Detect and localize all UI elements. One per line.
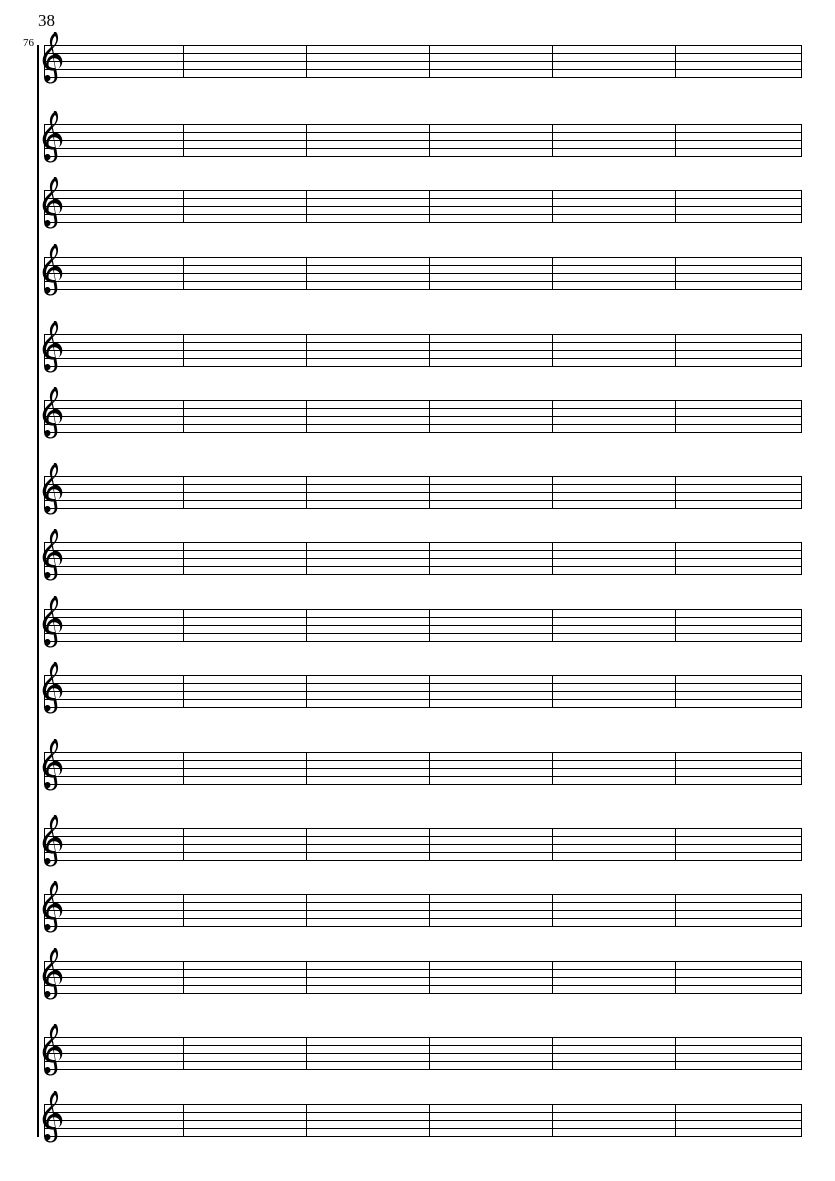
barline[interactable] — [675, 609, 676, 642]
barline[interactable] — [306, 542, 307, 575]
barline[interactable] — [183, 257, 184, 290]
staff-start-barline — [44, 124, 45, 157]
staff-line — [44, 198, 802, 199]
barline[interactable] — [183, 1104, 184, 1137]
staff-line — [44, 633, 802, 634]
staff-start-barline — [44, 828, 45, 861]
staff-line — [44, 350, 802, 351]
staff-start-barline — [44, 476, 45, 509]
staff-line — [44, 699, 802, 700]
barline[interactable] — [675, 190, 676, 223]
barline[interactable] — [183, 961, 184, 994]
staff-line — [44, 476, 802, 477]
barline[interactable] — [183, 752, 184, 785]
staff-system[interactable] — [0, 334, 835, 374]
barline[interactable] — [183, 828, 184, 861]
barline[interactable] — [675, 1037, 676, 1070]
barline[interactable] — [552, 476, 553, 509]
staff-line — [44, 1037, 802, 1038]
staff-line — [44, 1136, 802, 1137]
staff-start-barline — [44, 894, 45, 927]
staff-system[interactable] — [0, 400, 835, 440]
staff-line — [44, 273, 802, 274]
final-barline[interactable] — [801, 828, 802, 861]
barline[interactable] — [552, 400, 553, 433]
barline[interactable] — [183, 542, 184, 575]
staff-system[interactable] — [0, 828, 835, 868]
staff-line — [44, 69, 802, 70]
final-barline[interactable] — [801, 45, 802, 78]
barline[interactable] — [306, 45, 307, 78]
staff-line — [44, 574, 802, 575]
staff-system[interactable] — [0, 190, 835, 230]
final-barline[interactable] — [801, 476, 802, 509]
staff-line — [44, 53, 802, 54]
barline[interactable] — [429, 894, 430, 927]
barline[interactable] — [675, 752, 676, 785]
staff-start-barline — [44, 257, 45, 290]
staff-start-barline — [44, 400, 45, 433]
barline[interactable] — [552, 334, 553, 367]
final-barline[interactable] — [801, 400, 802, 433]
staff-system[interactable] — [0, 542, 835, 582]
barline[interactable] — [675, 1104, 676, 1137]
staff-line — [44, 140, 802, 141]
final-barline[interactable] — [801, 961, 802, 994]
page-number: 38 — [38, 11, 55, 30]
final-barline[interactable] — [801, 124, 802, 157]
barline[interactable] — [429, 476, 430, 509]
barline[interactable] — [183, 190, 184, 223]
staff[interactable] — [44, 609, 802, 641]
staff-line — [44, 707, 802, 708]
staff-start-barline — [44, 675, 45, 708]
staff-line — [44, 894, 802, 895]
final-barline[interactable] — [801, 752, 802, 785]
staff-system[interactable] — [0, 1037, 835, 1077]
staff-line — [44, 156, 802, 157]
barline[interactable] — [306, 609, 307, 642]
barline[interactable] — [552, 45, 553, 78]
staff[interactable] — [44, 334, 802, 366]
barline[interactable] — [429, 961, 430, 994]
staff-line — [44, 760, 802, 761]
staff[interactable] — [44, 476, 802, 508]
staff-line — [44, 358, 802, 359]
barline[interactable] — [429, 752, 430, 785]
measure-number: 76 — [23, 37, 34, 49]
staff-line — [44, 910, 802, 911]
barline[interactable] — [429, 542, 430, 575]
staff[interactable] — [44, 894, 802, 926]
barline[interactable] — [183, 894, 184, 927]
final-barline[interactable] — [801, 334, 802, 367]
staff-line — [44, 1120, 802, 1121]
final-barline[interactable] — [801, 257, 802, 290]
staff-line — [44, 993, 802, 994]
barline[interactable] — [306, 1104, 307, 1137]
staff-line — [44, 132, 802, 133]
final-barline[interactable] — [801, 1104, 802, 1137]
barline[interactable] — [675, 961, 676, 994]
barline[interactable] — [552, 609, 553, 642]
staff-line — [44, 206, 802, 207]
staff-system[interactable] — [0, 894, 835, 934]
staff-line — [44, 492, 802, 493]
barline[interactable] — [306, 400, 307, 433]
staff-line — [44, 257, 802, 258]
barline[interactable] — [675, 257, 676, 290]
staff-line — [44, 1104, 802, 1105]
final-barline[interactable] — [801, 609, 802, 642]
staff-line — [44, 124, 802, 125]
staff-line — [44, 281, 802, 282]
barline[interactable] — [675, 828, 676, 861]
staff-start-barline — [44, 1037, 45, 1070]
staff-line — [44, 400, 802, 401]
barline[interactable] — [429, 334, 430, 367]
barline[interactable] — [552, 961, 553, 994]
staff-system[interactable] — [0, 609, 835, 649]
staff[interactable] — [44, 752, 802, 784]
staff-line — [44, 334, 802, 335]
staff-system[interactable] — [0, 45, 835, 85]
barline[interactable] — [552, 124, 553, 157]
barline[interactable] — [552, 1104, 553, 1137]
barline[interactable] — [306, 675, 307, 708]
staff-line — [44, 784, 802, 785]
staff-line — [44, 424, 802, 425]
staff[interactable] — [44, 257, 802, 289]
staff-line — [44, 860, 802, 861]
staff-start-barline — [44, 190, 45, 223]
staff[interactable] — [44, 1104, 802, 1136]
barline[interactable] — [552, 1037, 553, 1070]
barline[interactable] — [306, 961, 307, 994]
staff-line — [44, 416, 802, 417]
staff-line — [44, 977, 802, 978]
staff-line — [44, 609, 802, 610]
staff-line — [44, 675, 802, 676]
staff-line — [44, 844, 802, 845]
final-barline[interactable] — [801, 1037, 802, 1070]
barline[interactable] — [552, 894, 553, 927]
staff-line — [44, 550, 802, 551]
staff-line — [44, 683, 802, 684]
barline[interactable] — [675, 894, 676, 927]
staff-line — [44, 342, 802, 343]
barline[interactable] — [429, 124, 430, 157]
staff-line — [44, 148, 802, 149]
staff-system[interactable] — [0, 124, 835, 164]
staff-line — [44, 641, 802, 642]
barline[interactable] — [183, 1037, 184, 1070]
barline[interactable] — [552, 190, 553, 223]
barline[interactable] — [429, 1104, 430, 1137]
staff[interactable] — [44, 961, 802, 993]
staff-line — [44, 408, 802, 409]
barline[interactable] — [429, 609, 430, 642]
barline[interactable] — [306, 828, 307, 861]
staff-start-barline — [44, 961, 45, 994]
barline[interactable] — [183, 124, 184, 157]
staff-line — [44, 691, 802, 692]
staff-line — [44, 45, 802, 46]
staff[interactable] — [44, 542, 802, 574]
staff-start-barline — [44, 542, 45, 575]
barline[interactable] — [183, 675, 184, 708]
staff-line — [44, 1053, 802, 1054]
barline[interactable] — [429, 190, 430, 223]
staff-line — [44, 1045, 802, 1046]
staff-system[interactable] — [0, 257, 835, 297]
staff-line — [44, 222, 802, 223]
final-barline[interactable] — [801, 542, 802, 575]
staff-line — [44, 289, 802, 290]
staff-line — [44, 566, 802, 567]
barline[interactable] — [429, 45, 430, 78]
barline[interactable] — [429, 400, 430, 433]
staff[interactable] — [44, 124, 802, 156]
barline[interactable] — [183, 609, 184, 642]
staff-system[interactable] — [0, 476, 835, 516]
barline[interactable] — [675, 476, 676, 509]
barline[interactable] — [183, 334, 184, 367]
barline[interactable] — [675, 675, 676, 708]
staff-line — [44, 558, 802, 559]
staff-system[interactable] — [0, 1104, 835, 1144]
staff-line — [44, 508, 802, 509]
staff-line — [44, 852, 802, 853]
barline[interactable] — [552, 675, 553, 708]
staff-line — [44, 1069, 802, 1070]
staff-line — [44, 190, 802, 191]
barline[interactable] — [306, 1037, 307, 1070]
barline[interactable] — [675, 334, 676, 367]
barline[interactable] — [306, 257, 307, 290]
staff-system[interactable] — [0, 752, 835, 792]
final-barline[interactable] — [801, 894, 802, 927]
staff-line — [44, 500, 802, 501]
barline[interactable] — [306, 334, 307, 367]
staff-line — [44, 985, 802, 986]
staff[interactable] — [44, 1037, 802, 1069]
staff-line — [44, 926, 802, 927]
barline[interactable] — [552, 542, 553, 575]
barline[interactable] — [183, 400, 184, 433]
staff-line — [44, 969, 802, 970]
staff[interactable] — [44, 675, 802, 707]
staff-line — [44, 828, 802, 829]
staff-start-barline — [44, 1104, 45, 1137]
staff-line — [44, 1061, 802, 1062]
barline[interactable] — [675, 124, 676, 157]
final-barline[interactable] — [801, 675, 802, 708]
staff-line — [44, 776, 802, 777]
staff-start-barline — [44, 609, 45, 642]
barline[interactable] — [183, 45, 184, 78]
staff-line — [44, 961, 802, 962]
staff-line — [44, 1112, 802, 1113]
final-barline[interactable] — [801, 190, 802, 223]
barline[interactable] — [306, 190, 307, 223]
barline[interactable] — [306, 752, 307, 785]
staff-line — [44, 836, 802, 837]
barline[interactable] — [552, 828, 553, 861]
barline[interactable] — [183, 476, 184, 509]
staff[interactable] — [44, 400, 802, 432]
barline[interactable] — [675, 542, 676, 575]
staff-line — [44, 902, 802, 903]
barline[interactable] — [306, 476, 307, 509]
barline[interactable] — [306, 124, 307, 157]
staff-system[interactable] — [0, 961, 835, 1001]
barline[interactable] — [675, 400, 676, 433]
staff-line — [44, 625, 802, 626]
staff-line — [44, 484, 802, 485]
staff[interactable] — [44, 45, 802, 77]
staff-line — [44, 918, 802, 919]
barline[interactable] — [429, 675, 430, 708]
staff-line — [44, 542, 802, 543]
staff-line — [44, 617, 802, 618]
staff[interactable] — [44, 190, 802, 222]
barline[interactable] — [552, 257, 553, 290]
barline[interactable] — [429, 257, 430, 290]
staff-line — [44, 61, 802, 62]
staff-system[interactable] — [0, 675, 835, 715]
staff-line — [44, 432, 802, 433]
staff[interactable] — [44, 828, 802, 860]
staff-line — [44, 1128, 802, 1129]
barline[interactable] — [675, 45, 676, 78]
staff-line — [44, 366, 802, 367]
staff-start-barline — [44, 334, 45, 367]
staff-start-barline — [44, 752, 45, 785]
staff-line — [44, 77, 802, 78]
staff-line — [44, 214, 802, 215]
staff-line — [44, 265, 802, 266]
barline[interactable] — [429, 1037, 430, 1070]
barline[interactable] — [306, 894, 307, 927]
barline[interactable] — [429, 828, 430, 861]
staff-line — [44, 752, 802, 753]
barline[interactable] — [552, 752, 553, 785]
staff-line — [44, 768, 802, 769]
staff-start-barline — [44, 45, 45, 78]
